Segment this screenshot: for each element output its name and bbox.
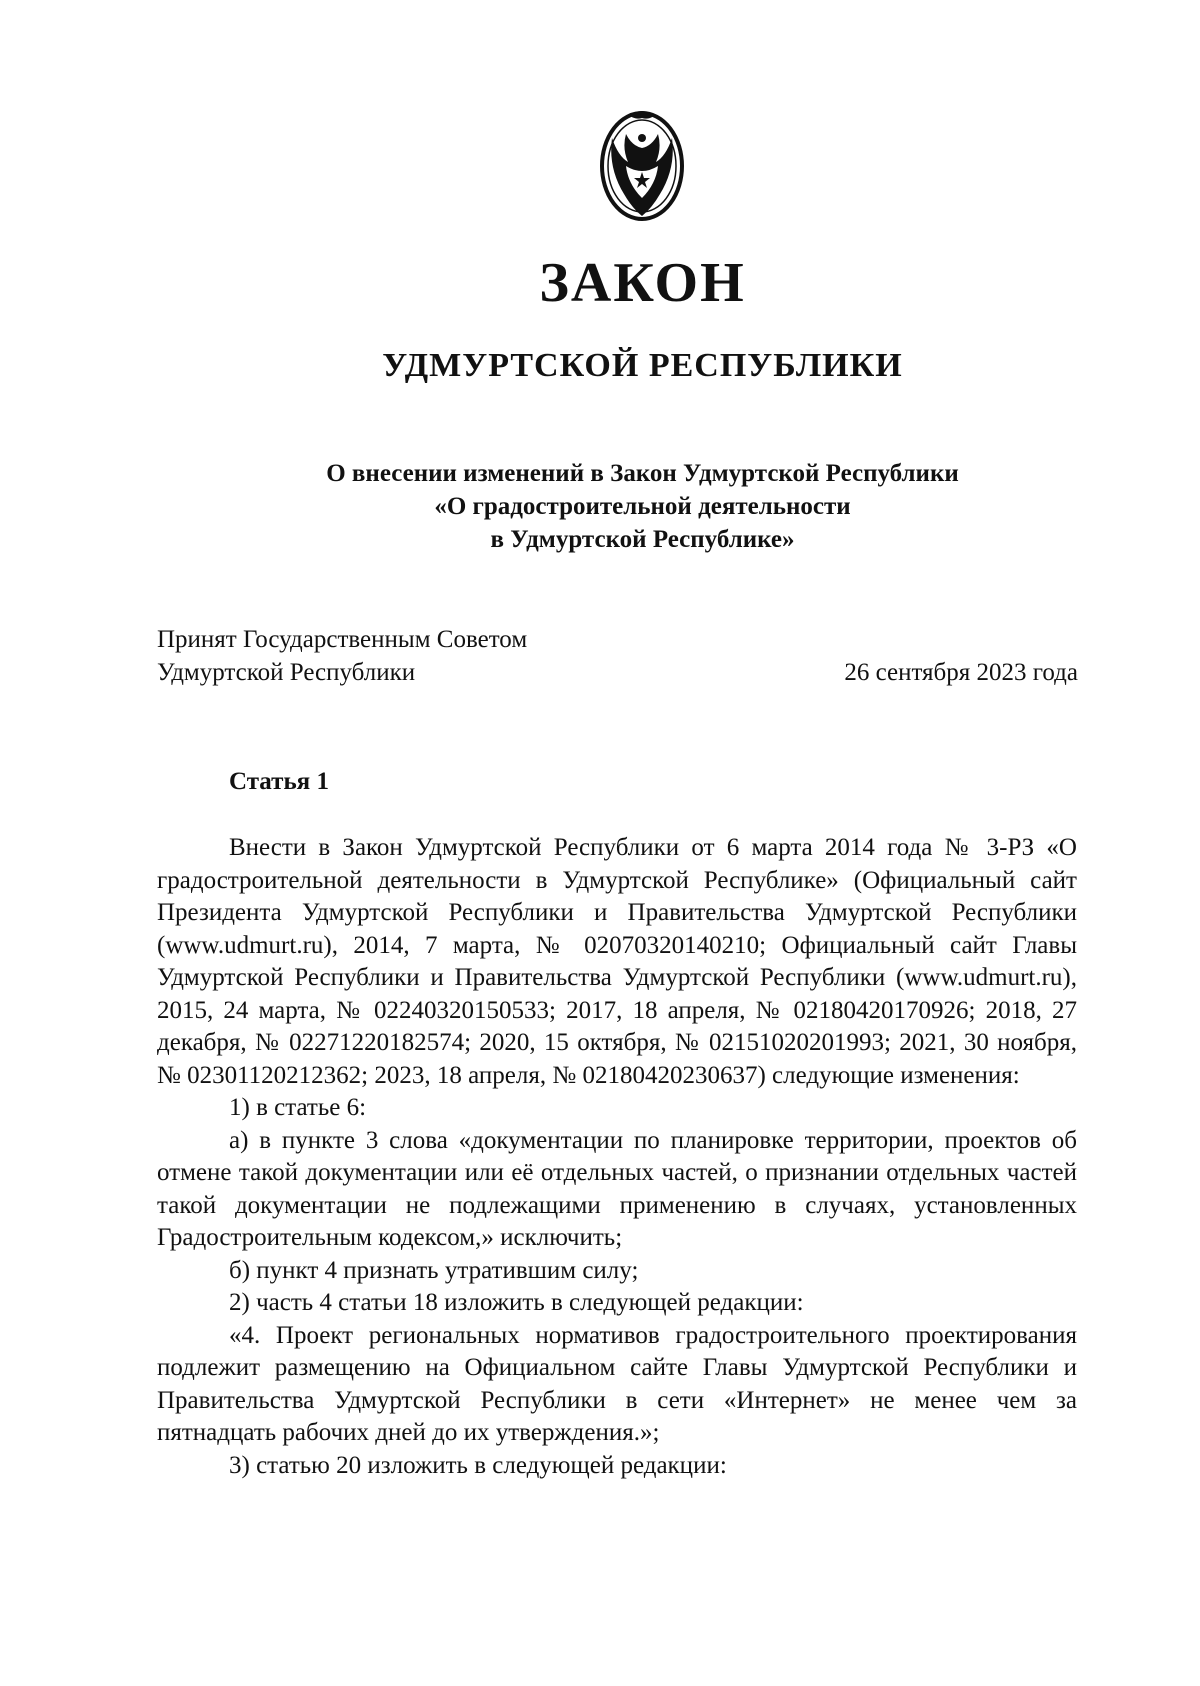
article-paragraph: 1) в статье 6: [229,1094,367,1121]
article-paragraph: «4. Проект региональных нормативов градостроительного проектирования подлежит размещению на Официальном сайте Главы Удмуртской Республики и Правительства Удмуртской Республики в сети «Интернет» не менее чем за пятнадцать рабочих дней до их утверждения.»; [157,1321,1077,1446]
article-paragraph: 3) статью 20 изложить в следующей редакции: [229,1451,727,1479]
law-name-line: в Удмуртской Республике» [490,526,795,553]
document-title: ЗАКОН [539,252,746,314]
article-paragraph: а) в пункте 3 слова «документации по планировке территории, проектов об отмене такой документации или её отдельных частей, о признании отдельных частей такой документации не подлежащими применению в случаях, установленных Градостроительным кодексом,» исключить; [157,1126,1077,1251]
article-heading: Статья 1 [229,768,329,795]
law-name-line: «О градостроительной деятельности [434,493,851,520]
adoption-line: Удмуртской Республики [157,659,416,686]
law-name-line: О внесении изменений в Закон Удмуртской Республики [326,460,959,487]
adoption-date: 26 сентября 2023 года [844,659,1078,686]
article-paragraph: б) пункт 4 признать утратившим силу; [229,1256,639,1284]
article-paragraph: 2) часть 4 статьи 18 изложить в следующей редакции: [229,1289,804,1316]
document-subtitle: УДМУРТСКОЙ РЕСПУБЛИКИ [382,347,903,384]
adoption-statement [157,623,527,689]
law-name [0,457,1200,556]
adoption-line: Принят Государственным Советом [157,626,528,653]
article-body [157,832,1077,1482]
udmurt-emblem-icon [596,108,688,224]
article-paragraph: Внести в Закон Удмуртской Республики от 6 марта 2014 года № 3-РЗ «О градостроительной деятельности в Удмуртской Республике» (Официальный сайт Президента Удмуртской Республики и Правительства Удмуртской Республики (www.udmurt.ru), 2014, 7 марта, № 02070320140210; Официальный сайт Главы Удмуртской Республики и Правительства Удмуртской Республики (www.udmurt.ru), 2015, 24 марта, № 02240320150533; 2017, 18 апреля, № 02180420170926; 2018, 27 декабря, № 02271220182574; 2020, 15 октября, № 02151020201993; 2021, 30 ноября, № 02301120212362; 2023, 18 апреля, № 02180420230637) следующие изменения: [157,834,1077,1089]
